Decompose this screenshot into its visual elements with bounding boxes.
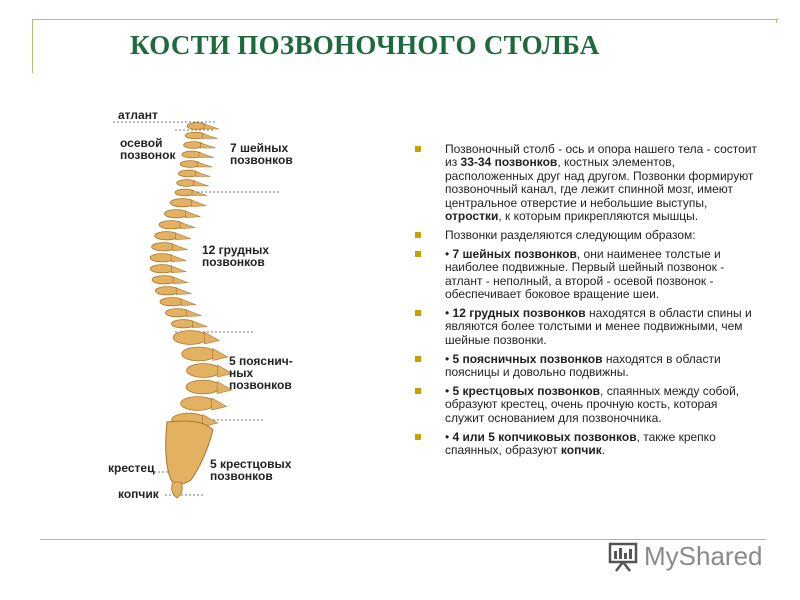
spinous-process <box>202 134 217 139</box>
bullet-text-bold: 12 грудных позвонков <box>452 305 586 320</box>
spinous-process <box>171 255 186 262</box>
spinous-process <box>176 233 191 240</box>
vertebra <box>171 320 195 328</box>
spinous-process <box>173 277 188 284</box>
left-rule <box>32 19 33 73</box>
spinous-process <box>197 162 212 167</box>
slide-title: КОСТИ ПОЗВОНОЧНОГО СТОЛБА <box>130 30 600 60</box>
vertebra <box>152 276 176 284</box>
label-sacral: 5 крестцовых позвонков <box>210 457 292 483</box>
vertebra <box>159 221 183 229</box>
bullet-text: находятся в области спины и являются более толстыми и менее подвижными, чем шейные позвонки. <box>445 305 752 347</box>
bullet-text: , они наименее толстые и наиболее подвижные. Первый шейный позвонок - атлант - неполный, а второй - осевой позвонок - обеспечивает боковое вращение шеи. <box>445 246 725 302</box>
vertebra <box>155 287 179 295</box>
bullet-text: , костных элементов, расположенных друг над другом. Позвонки формируют позвоночный канал, где лежит спинной мозг, имеют центральное отверстие и небольшие выступы, <box>445 155 754 210</box>
label-sacrum: крестец <box>108 461 155 475</box>
bullet-text: , спаянных между собой, образуют крестец, очень прочную кость, которая служит основанием для позвоночника. <box>445 384 740 425</box>
sacrum-bone <box>166 421 213 484</box>
bullet-text: • <box>445 246 453 261</box>
bullet-text-bold: 5 крестцовых позвонков <box>452 384 601 398</box>
vertebra <box>150 254 174 262</box>
vertebra <box>155 232 179 240</box>
spinous-process <box>191 200 206 207</box>
label-axis: осевой позвонок <box>120 136 176 162</box>
brand-text: MyShared <box>644 541 763 571</box>
bullet-item <box>413 143 758 223</box>
bullet-text: . <box>601 443 606 458</box>
bullet-text-bold: 4 или 5 копчиковых позвонков <box>452 429 637 444</box>
label-cervical: 7 шейных позвонков <box>230 141 293 167</box>
spinous-process <box>199 153 214 158</box>
content-bullets <box>413 143 758 463</box>
spinous-process <box>173 244 188 251</box>
vertebra <box>152 243 176 251</box>
spinous-process <box>201 143 216 148</box>
bullet-text-bold: 7 шейных позвонков <box>452 246 577 261</box>
bullet-text-bold: копчик <box>560 443 602 458</box>
spinous-process <box>181 299 196 306</box>
right-rule-tick <box>776 19 777 23</box>
spinous-process <box>204 124 219 129</box>
spine-figure <box>105 100 320 510</box>
label-lumbar: 5 пояснич- ных позвонков <box>229 354 293 392</box>
spinous-process <box>171 266 186 273</box>
spinous-process <box>192 191 207 196</box>
top-rule <box>32 19 778 20</box>
bullet-text: Позвоночный столб - ось и опора нашего тела - состоит из <box>445 142 758 170</box>
bullet-item <box>413 385 758 425</box>
vertebra <box>150 265 174 273</box>
vertebra <box>173 331 207 345</box>
coccyx-bone <box>172 482 183 498</box>
bullet-text: • <box>445 351 453 366</box>
vertebra <box>182 347 216 361</box>
spinous-process <box>180 222 195 229</box>
bullet-text: • <box>445 384 453 398</box>
label-thoracic: 12 грудных позвонков <box>202 243 270 269</box>
spinous-process <box>186 310 201 317</box>
bullet-marker <box>415 434 421 440</box>
bullet-text: , к которым прикрепляются мышцы. <box>498 209 699 224</box>
bullet-text: • <box>445 429 453 444</box>
vertebra <box>165 309 189 317</box>
label-coccyx: копчик <box>118 487 159 501</box>
spinous-process <box>195 172 210 177</box>
bullet-marker <box>415 388 421 394</box>
bullet-text-bold: 33-34 позвонков <box>460 155 558 170</box>
bullet-marker <box>415 232 421 238</box>
vertebra <box>170 199 194 207</box>
spinous-process <box>176 288 191 295</box>
spinous-process <box>212 398 227 410</box>
vertebra <box>181 397 215 411</box>
spinous-process <box>204 332 219 344</box>
brand-logo <box>606 537 776 573</box>
vertebra <box>160 298 184 306</box>
bullet-item <box>413 248 758 302</box>
bullet-text-bold: 5 поясничных позвонков <box>452 351 603 366</box>
bullet-item <box>413 229 758 242</box>
bullet-item <box>413 353 758 380</box>
vertebra <box>164 210 188 218</box>
bullet-item <box>413 307 758 347</box>
spinous-process <box>194 181 209 186</box>
bullet-marker <box>415 251 421 257</box>
bullet-marker <box>415 310 421 316</box>
spinous-process <box>185 211 200 218</box>
bullet-text: Позвонки разделяются следующим образом: <box>445 227 696 242</box>
label-atlas: атлант <box>118 108 158 122</box>
vertebra <box>186 380 220 394</box>
bullet-marker <box>415 146 421 152</box>
spinous-process <box>192 321 207 328</box>
bullet-marker <box>415 356 421 362</box>
bullet-item <box>413 431 758 458</box>
presentation-board-icon <box>606 541 640 573</box>
spinous-process <box>213 349 228 361</box>
bullet-text: находятся в области поясницы и довольно подвижны. <box>445 351 721 380</box>
bullet-text: , также крепко спаянных, образуют <box>445 429 716 458</box>
vertebra <box>187 364 221 378</box>
bullet-text: • <box>445 305 453 320</box>
bullet-text-bold: отростки <box>445 209 499 224</box>
